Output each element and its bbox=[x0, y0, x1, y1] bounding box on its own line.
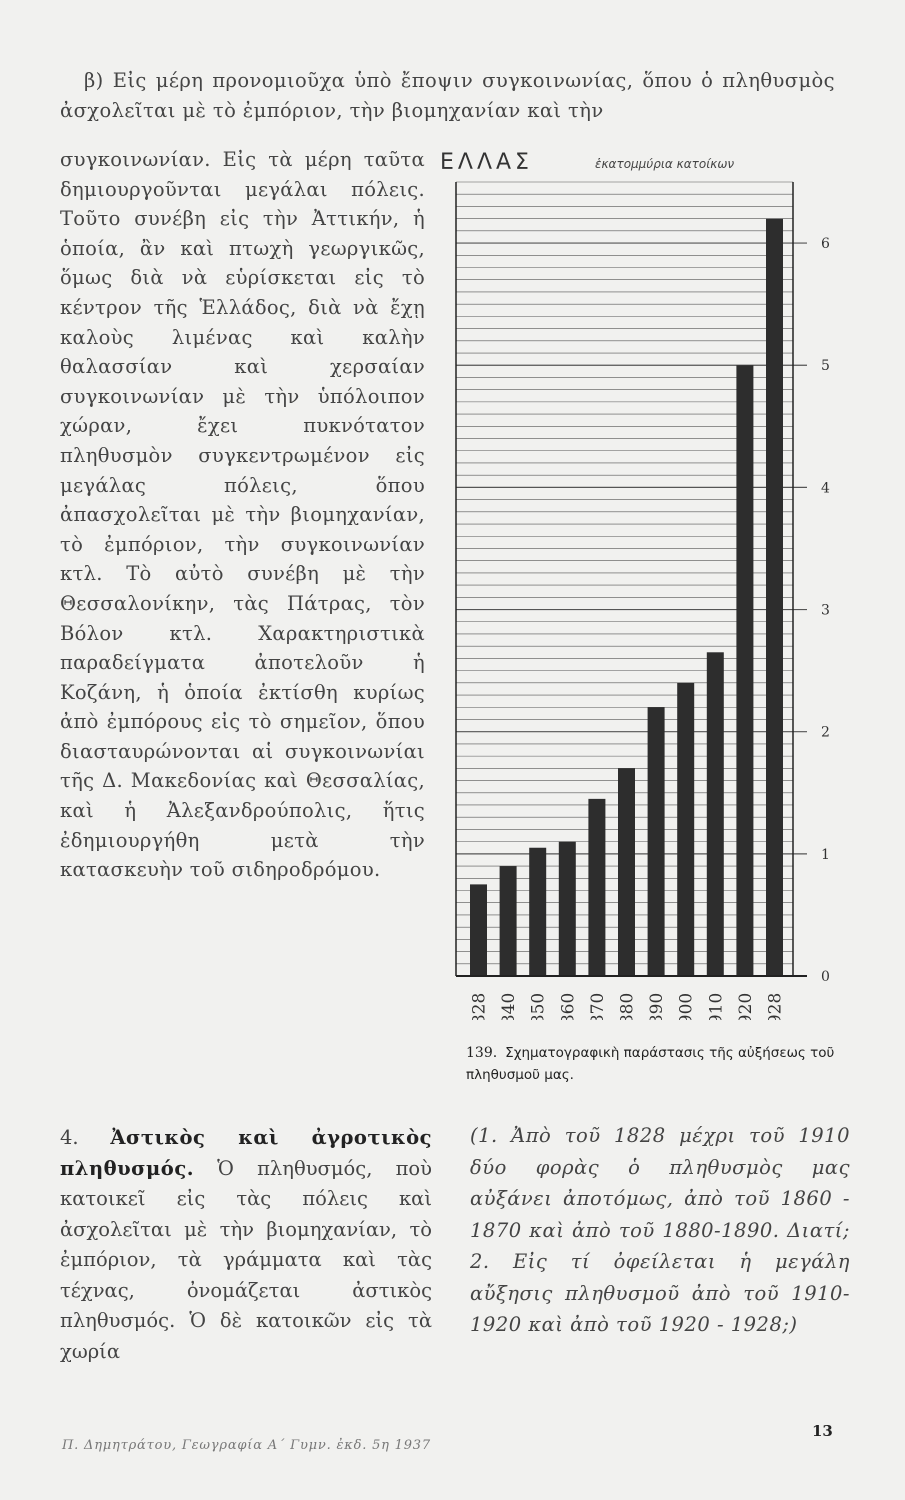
figure-caption-text: Σχηματογραφικὴ παράστασις τῆς αὐξήσεως τοῦ πληθυσμοῦ μας. bbox=[466, 1045, 835, 1083]
section-block bbox=[60, 1123, 432, 1367]
y-tick-label: 2 bbox=[821, 724, 830, 741]
x-tick-label-1900: 1900 bbox=[676, 992, 697, 1020]
exercise-questions: (1. Ἀπὸ τοῦ 1828 μέχρι τοῦ 1910 δύο φορὰς ὁ πληθυσμὸς μας αὐξάνει ἀποτόμως, ἀπὸ τοῦ 1860 - 1870 καὶ ἀπὸ τοῦ 1880-1890. Διατί; 2. Εἰς τί ὀφείλεται ἡ μεγάλη αὔξησις πληθυσμοῦ ἀπὸ τοῦ 1910-1920 καὶ ἀπὸ τοῦ 1920 - 1928;) bbox=[470, 1124, 850, 1336]
x-tick-label-1928: 1928 bbox=[765, 992, 786, 1020]
x-tick-label-1910: 1910 bbox=[706, 992, 727, 1020]
footer-credit: Π. Δημητράτου, Γεωγραφία Α΄ Γυμν. ἐκδ. 5η 1937 bbox=[62, 1438, 431, 1453]
section-number: 4. bbox=[60, 1126, 79, 1149]
x-tick-label-1890: 1890 bbox=[647, 992, 668, 1020]
bar-1910 bbox=[707, 652, 724, 976]
intro-text: β) Εἰς μέρη προνομιοῦχα ὑπὸ ἔποψιν συγκοινωνίας, ὅπου ὁ πληθυσμὸς ἀσχολεῖται μὲ τὸ ἐμπόριον, τὴν βιομηχανίαν καὶ τὴν bbox=[60, 69, 835, 122]
figure-caption bbox=[466, 1042, 846, 1086]
bar-1860 bbox=[559, 842, 576, 976]
intro-paragraph bbox=[60, 66, 835, 125]
bar-1900 bbox=[677, 683, 694, 976]
bar-1840 bbox=[500, 866, 517, 976]
left-column-text: συγκοινωνίαν. Εἰς τὰ μέρη ταῦτα δημιουργοῦνται μεγάλαι πόλεις. Τοῦτο συνέβη εἰς τὴν Ἀττικήν, ἡ ὁποία, ἂν καὶ πτωχὴ γεωργικῶς, ὅμως διὰ νὰ εὑρίσκεται εἰς τὸ κέντρον τῆς Ἑλλάδος, διὰ νὰ ἔχῃ καλοὺς λιμένας καὶ καλὴν θαλασσίαν καὶ χερσαίαν συγκοινωνίαν μὲ τὴν ὑπόλοιπον χώραν, ἔχει πυκνότατον πληθυσμὸν συγκεντρωμένον εἰς μεγάλας πόλεις, ὅπου ἀπασχολεῖται μὲ τὴν βιομηχανίαν, τὸ ἐμπόριον, τὴν συγκοινωνίαν κτλ. Τὸ αὐτὸ συνέβη μὲ τὴν Θεσσαλονίκην, τὰς Πάτρας, τὸν Βόλον κτλ. Χαρακτηριστικὰ παραδείγματα ἀποτελοῦν ἡ Κοζάνη, ἡ ὁποία ἐκτίσθη κυρίως ἀπὸ ἐμπόρους εἰς τὸ σημεῖον, ὅπου διασταυρώνονται αἱ συγκοινωνίαι τῆς Δ. Μακεδονίας καὶ Θεσσαλίας, καὶ ἡ Ἀλεξανδρούπολις, ἥτις ἐδημιουργήθη μετὰ τὴν κατασκευὴν τοῦ σιδηροδρόμου. bbox=[60, 148, 425, 882]
bar-1870 bbox=[588, 799, 605, 976]
y-tick-label: 6 bbox=[821, 236, 830, 253]
x-tick-label-1870: 1870 bbox=[587, 992, 608, 1020]
bar-1920 bbox=[736, 365, 753, 976]
population-chart bbox=[430, 150, 850, 1020]
bar-1928 bbox=[766, 219, 783, 976]
figure-number: 139. bbox=[466, 1045, 498, 1061]
y-tick-label: 1 bbox=[821, 846, 830, 863]
y-tick-label: 5 bbox=[821, 358, 830, 375]
x-tick-label-1840: 1840 bbox=[499, 992, 520, 1020]
x-tick-label-1850: 1850 bbox=[528, 992, 549, 1020]
y-tick-label: 3 bbox=[821, 602, 830, 619]
y-tick-label: 0 bbox=[821, 969, 830, 985]
left-column bbox=[60, 145, 425, 885]
bar-1890 bbox=[648, 707, 665, 976]
section-text: Ὁ πληθυσμός, ποὺ κατοικεῖ εἰς τὰς πόλεις καὶ ἀσχολεῖται μὲ τὴν βιομηχανίαν, τὸ ἐμπόριον, τὰ γράμματα καὶ τὰς τέχνας, ὀνομάζεται ἀστικὸς πληθυσμός. Ὁ δὲ κατοικῶν εἰς τὰ χωρία bbox=[60, 1156, 432, 1363]
chart-title: ΕΛΛΑΣ bbox=[440, 150, 533, 175]
section-heading: Ἀστικὸς καὶ ἀγροτικὸς πληθυσμός. bbox=[60, 1126, 432, 1180]
bar-1850 bbox=[529, 848, 546, 976]
x-tick-label-1828: 1828 bbox=[469, 992, 490, 1020]
bar-1880 bbox=[618, 768, 635, 976]
bar-1828 bbox=[470, 884, 487, 976]
population-chart-svg bbox=[430, 150, 850, 1020]
y-tick-label: 4 bbox=[821, 480, 830, 497]
x-tick-label-1920: 1920 bbox=[735, 992, 756, 1020]
chart-unit-label: ἑκατομμύρια κατοίκων bbox=[595, 157, 735, 171]
page-number: 13 bbox=[812, 1422, 833, 1440]
x-tick-label-1860: 1860 bbox=[558, 992, 579, 1020]
x-tick-label-1880: 1880 bbox=[617, 992, 638, 1020]
